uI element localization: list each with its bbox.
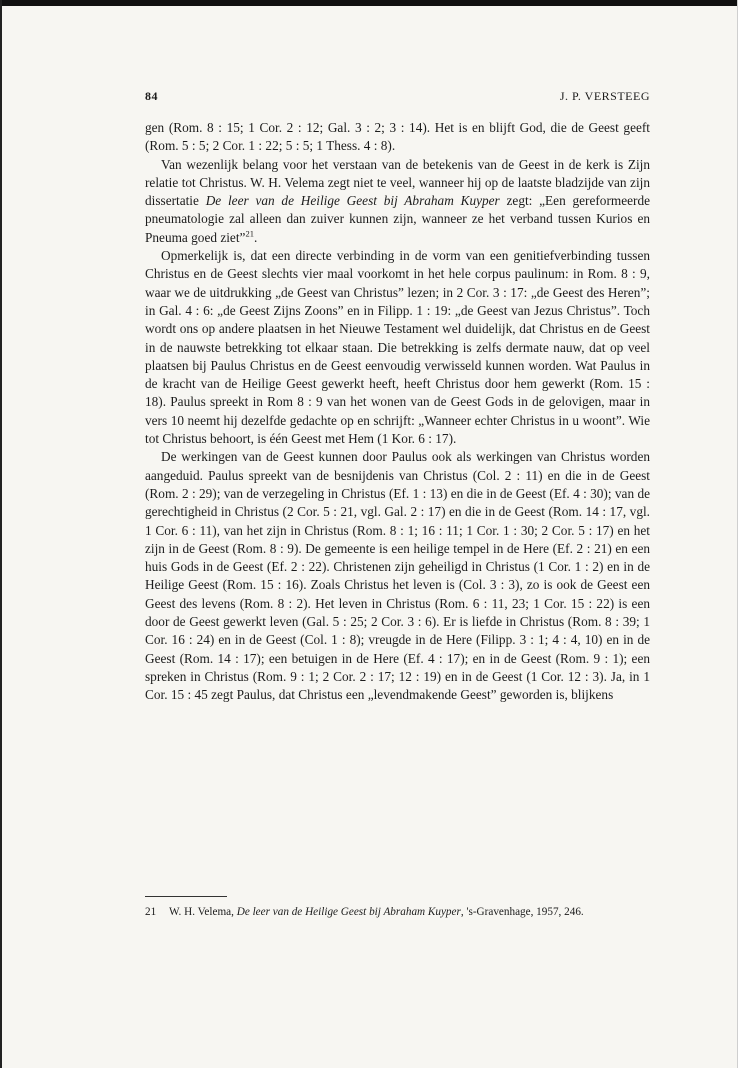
paragraph-2-text-c: . bbox=[253, 229, 258, 245]
paragraph-2-text-a: Van wezenlijk belang voor het verstaan van de betekenis van de Geest in de kerk is Zijn relatie tot Christus. W. H. Velema zegt niet te veel, wanneer hij op de laatste bladzijde van zijn dissertatie bbox=[145, 156, 650, 209]
paragraph-2 bbox=[145, 156, 650, 247]
paragraph-1: gen (Rom. 8 : 15; 1 Cor. 2 : 12; Gal. 3 : 2; 3 : 14). Het is en blijft God, die de Geest geeft (Rom. 5 : 5; 2 Cor. 1 : 22; 5 : 5; 1 Thess. 4 : 8). bbox=[145, 120, 650, 154]
scan-border-left bbox=[0, 0, 2, 1068]
footnote-divider bbox=[145, 896, 227, 897]
page bbox=[145, 88, 650, 705]
paragraph-2-text-b: zegt: „Een gereformeerde pneumatologie zal alleen dan zuiver kunnen zijn, wanneer ze het verband tussen Kurios en Pneuma goed ziet” bbox=[145, 193, 651, 245]
footnote-title: De leer van de Heilige Geest bij Abraham Kuyper bbox=[236, 906, 461, 918]
scan-border-top bbox=[0, 0, 738, 6]
dissertation-title: De leer van de Heilige Geest bij Abraham Kuyper bbox=[205, 193, 500, 209]
footnote-author: W. H. Velema, bbox=[169, 906, 237, 918]
paragraph-4: De werkingen van de Geest kunnen door Paulus ook als werkingen van Christus worden aangeduid. Paulus spreekt van de besnijdenis van Christus (Col. 2 : 11) en die in de Geest (Rom. 2 : 29); van de verzegeling in Christus (Ef. 1 : 13) en die in de Geest (Ef. 4 : 30); van de gerechtigheid in Christus (2 Cor. 5 : 21, vgl. Gal. 2 : 17) en die in de Geest (Rom. 14 : 17, vgl. 1 Cor. 6 : 11), van het zijn in Christus (Rom. 8 : 1; 16 : 11; 1 Cor. 1 : 30; 2 Cor. 5 : 17) en het zijn in de Geest (Rom. 8 : 9). De gemeente is een heilige tempel in de Here (Ef. 2 : 21) en een huis Gods in de Geest (Ef. 2 : 22). Christenen zijn geheiligd in Christus (1 Cor. 1 : 2) en in de Heilige Geest (Rom. 15 : 16). Zoals Christus het leven is (Col. 3 : 3), zo is ook de Geest een Geest des levens (Rom. 8 : 2). Het leven in Christus (Rom. 6 : 11, 23; 1 Cor. 15 : 22) is een door de Geest gewerkt leven (Gal. 5 : 25; 2 Cor. 3 : 6). Er is liefde in Christus (Rom. 8 : 39; 1 Cor. 16 : 24) en in de Geest (Col. 1 : 8); vreugde in de Here (Filipp. 3 : 1; 4 : 4, 10) en in de Geest (Rom. 14 : 17); een betuigen in de Here (Ef. 4 : 17); en in de Geest (Rom. 9 : 1); een spreken in Christus (Rom. 9 : 1; 2 Cor. 2 : 17; 12 : 19) en in de Geest (1 Cor. 12 : 3). Ja, in 1 Cor. 15 : 45 zegt Paulus, dat Christus een „levendmakende Geest” geworden is, blijkens bbox=[145, 449, 650, 703]
body-text bbox=[145, 119, 650, 705]
running-head-author: J. P. VERSTEEG bbox=[559, 89, 650, 103]
footnote-text bbox=[169, 905, 650, 919]
footnote bbox=[145, 905, 650, 919]
page-number: 84 bbox=[145, 89, 158, 103]
paragraph-3: Opmerkelijk is, dat een directe verbinding in de vorm van een genitiefverbinding tussen Christus en de Geest slechts vier maal voorkomt in het hele corpus paulinum: in Rom. 8 : 9, waar we de uitdrukking „de Geest van Christus” lezen; in 2 Cor. 3 : 17: „de Geest des Heren”; in Gal. 4 : 6: „de Geest Zijns Zoons” en in Filipp. 1 : 19: „de Geest van Jezus Christus”. Toch wordt ons op andere plaatsen in het Nieuwe Testament wel duidelijk, dat Christus en de Geest in de nauwste betrekking tot elkaar staan. Die betrekking is zelfs dermate nauw, dat op veel plaatsen bij Paulus Christus en de Geest eenvoudig verwisseld kunnen worden. Wat Paulus in de kracht van de Heilige Geest gewerkt heeft, heeft Christus door hem gewerkt (Rom. 15 : 18). Paulus spreekt in Rom 8 : 9 van het wonen van de Geest Gods in de gelovigen, maar in vers 10 neemt hij dezelfde gedachte op en schrijft: „Wanneer echter Christus in u woont”. Wie tot Christus behoort, is één Geest met Hem (1 Kor. 6 : 17). bbox=[145, 248, 650, 447]
footnote-reference[interactable]: 21 bbox=[245, 228, 254, 239]
running-header bbox=[145, 88, 650, 104]
footnote-number: 21 bbox=[145, 906, 157, 918]
footnote-rest: , 's-Gravenhage, 1957, 246. bbox=[460, 906, 584, 918]
